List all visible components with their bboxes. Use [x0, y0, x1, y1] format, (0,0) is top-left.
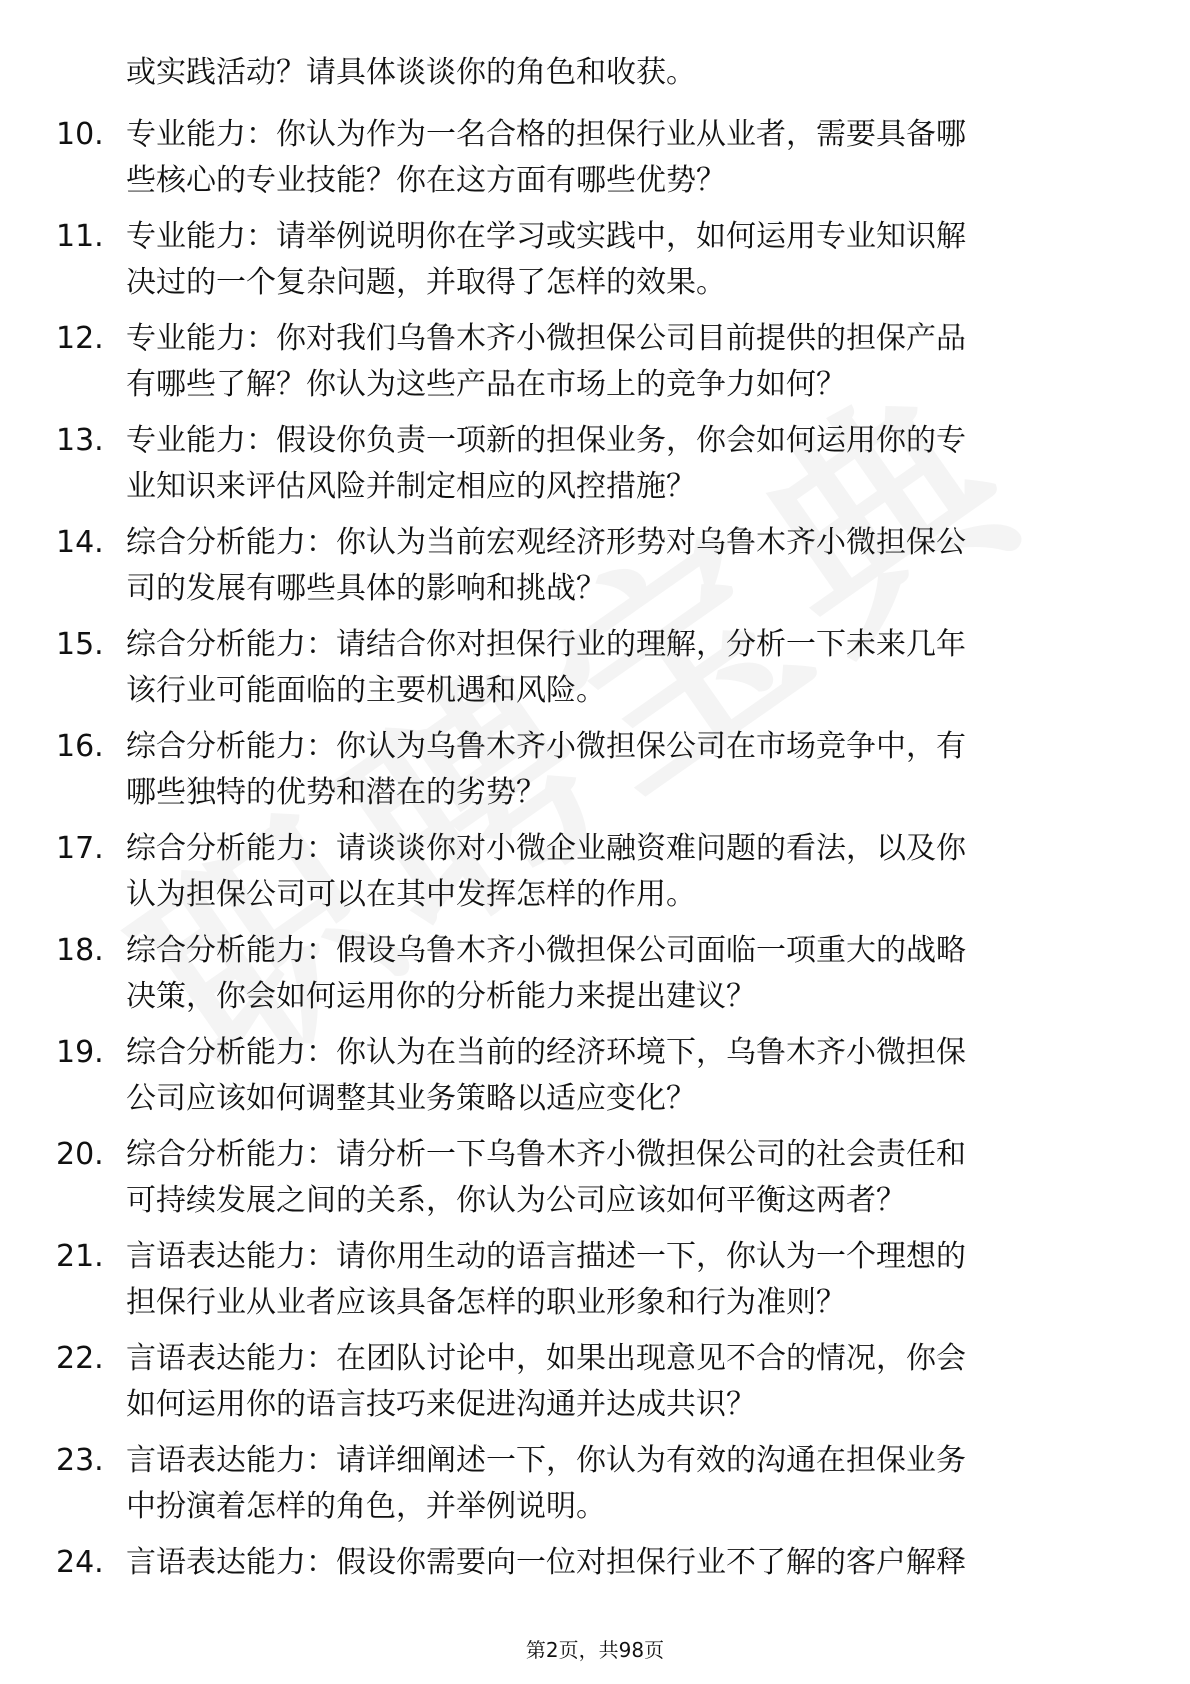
list-item — [0, 1132, 1190, 1232]
question-line: 专业能力：你认为作为一名合格的担保行业从业者，需要具备哪 — [126, 117, 966, 152]
question-text — [126, 316, 1126, 408]
question-line: 如何运用你的语言技巧来促进沟通并达成共识？ — [126, 1387, 756, 1422]
question-text — [126, 826, 1126, 918]
list-item — [0, 622, 1190, 722]
list-item — [0, 1438, 1190, 1538]
question-number: 23. — [56, 1443, 104, 1478]
question-number: 21. — [56, 1239, 104, 1274]
question-text — [126, 1540, 1126, 1586]
question-line: 综合分析能力：你认为在当前的经济环境下，乌鲁木齐小微担保 — [126, 1035, 966, 1070]
question-text — [126, 418, 1126, 510]
question-line: 专业能力：请举例说明你在学习或实践中，如何运用专业知识解 — [126, 219, 966, 254]
question-text — [126, 214, 1126, 306]
question-number: 14. — [56, 525, 104, 560]
list-item — [0, 928, 1190, 1028]
question-number: 13. — [56, 423, 104, 458]
list-item — [0, 1234, 1190, 1334]
question-line: 综合分析能力：请结合你对担保行业的理解，分析一下未来几年 — [126, 627, 966, 662]
list-item — [0, 418, 1190, 518]
list-item — [0, 1030, 1190, 1130]
question-line: 言语表达能力：请你用生动的语言描述一下，你认为一个理想的 — [126, 1239, 966, 1274]
question-line: 公司应该如何调整其业务策略以适应变化？ — [126, 1081, 696, 1116]
question-line: 认为担保公司可以在其中发挥怎样的作用。 — [126, 877, 696, 912]
question-line: 言语表达能力：假设你需要向一位对担保行业不了解的客户解释 — [126, 1545, 966, 1580]
question-text — [126, 520, 1126, 612]
question-line: 言语表达能力：在团队讨论中，如果出现意见不合的情况，你会 — [126, 1341, 966, 1376]
question-text — [126, 1132, 1126, 1224]
question-line: 综合分析能力：请谈谈你对小微企业融资难问题的看法，以及你 — [126, 831, 966, 866]
question-text — [126, 622, 1126, 714]
question-line: 决策，你会如何运用你的分析能力来提出建议？ — [126, 979, 756, 1014]
question-number: 22. — [56, 1341, 104, 1376]
question-line: 决过的一个复杂问题，并取得了怎样的效果。 — [126, 265, 726, 300]
question-text — [126, 112, 1126, 204]
question-line: 些核心的专业技能？你在这方面有哪些优势？ — [126, 163, 726, 198]
list-item — [0, 724, 1190, 824]
question-number: 15. — [56, 627, 104, 662]
list-item — [0, 826, 1190, 926]
question-text — [126, 928, 1126, 1020]
question-number: 24. — [56, 1545, 104, 1580]
question-text — [126, 724, 1126, 816]
question-number: 12. — [56, 321, 104, 356]
list-item — [0, 1336, 1190, 1436]
question-line: 有哪些了解？你认为这些产品在市场上的竞争力如何？ — [126, 367, 846, 402]
question-text — [126, 1234, 1126, 1326]
question-line: 担保行业从业者应该具备怎样的职业形象和行为准则？ — [126, 1285, 846, 1320]
question-list — [0, 112, 1190, 1642]
question-number: 16. — [56, 729, 104, 764]
question-number: 19. — [56, 1035, 104, 1070]
question-line: 可持续发展之间的关系，你认为公司应该如何平衡这两者？ — [126, 1183, 906, 1218]
question-line: 综合分析能力：假设乌鲁木齐小微担保公司面临一项重大的战略 — [126, 933, 966, 968]
list-item — [0, 520, 1190, 620]
question-number: 11. — [56, 219, 104, 254]
question-text — [126, 1438, 1126, 1530]
page-footer: 第2页，共98页 — [525, 1638, 665, 1662]
question-text — [126, 1336, 1126, 1428]
question-line: 哪些独特的优势和潜在的劣势？ — [126, 775, 546, 810]
question-line: 专业能力：假设你负责一项新的担保业务，你会如何运用你的专 — [126, 423, 966, 458]
question-text — [126, 1030, 1126, 1122]
question-line: 综合分析能力：你认为当前宏观经济形势对乌鲁木齐小微担保公 — [126, 525, 966, 560]
list-item — [0, 214, 1190, 314]
question-number: 10. — [56, 117, 104, 152]
question-line: 司的发展有哪些具体的影响和挑战？ — [126, 571, 606, 606]
list-item — [0, 1540, 1190, 1640]
question-line: 专业能力：你对我们乌鲁木齐小微担保公司目前提供的担保产品 — [126, 321, 966, 356]
question-line: 中扮演着怎样的角色，并举例说明。 — [126, 1489, 606, 1524]
question-number: 20. — [56, 1137, 104, 1172]
question-line: 业知识来评估风险并制定相应的风控措施？ — [126, 469, 696, 504]
question-line: 该行业可能面临的主要机遇和风险。 — [126, 673, 606, 708]
list-item — [0, 316, 1190, 416]
continuation-line: 或实践活动？请具体谈谈你的角色和收获。 — [126, 55, 696, 90]
question-line: 综合分析能力：请分析一下乌鲁木齐小微担保公司的社会责任和 — [126, 1137, 966, 1172]
question-number: 17. — [56, 831, 104, 866]
list-item — [0, 112, 1190, 212]
question-line: 综合分析能力：你认为乌鲁木齐小微担保公司在市场竞争中，有 — [126, 729, 966, 764]
question-number: 18. — [56, 933, 104, 968]
question-line: 言语表达能力：请详细阐述一下，你认为有效的沟通在担保业务 — [126, 1443, 966, 1478]
